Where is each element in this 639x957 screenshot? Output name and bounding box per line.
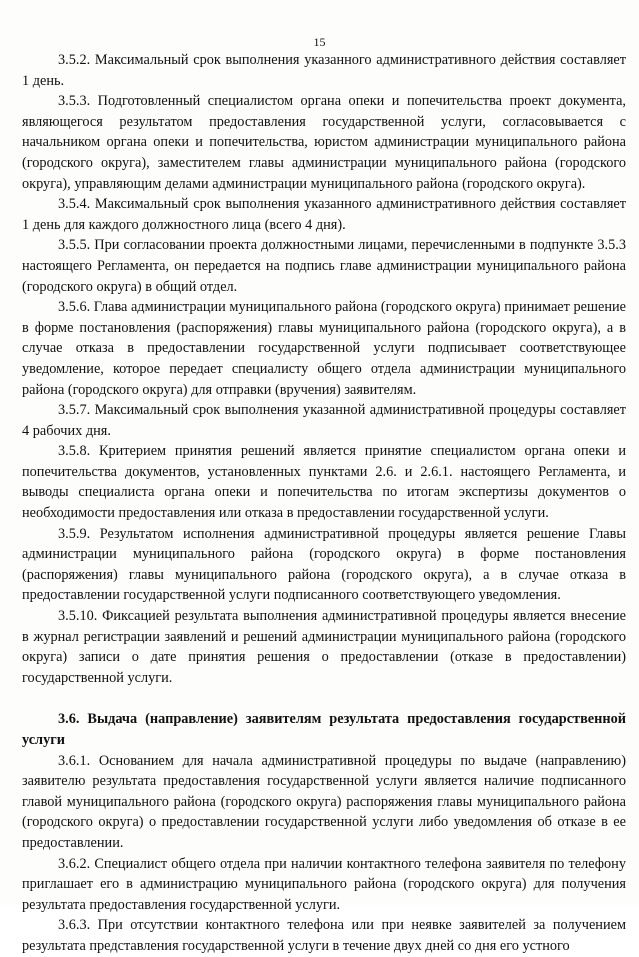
document-body xyxy=(22,50,626,957)
page-number: 15 xyxy=(313,35,326,49)
section-heading-3-6: 3.6. Выдача (направление) заявителям результата предоставления государственной услуги xyxy=(22,711,626,748)
paragraph-3-5-5: 3.5.5. При согласовании проекта должностными лицами, перечисленными в подпункте 3.5.3 настоящего Регламента, он передается на подпись главе администрации муниципального района (городского округа) в общий отдел. xyxy=(22,237,626,295)
paragraph-3-5-2: 3.5.2. Максимальный срок выполнения указанного административного действия составляет 1 день. xyxy=(22,52,626,89)
paragraph-3-5-10: 3.5.10. Фиксацией результата выполнения административной процедуры является внесение в журнал регистрации заявлений и решений администрации муниципального района (городского округа) записи о дате принятия решения о предоставлении (отказе в предоставлении) государственной услуги. xyxy=(22,608,626,686)
paragraph-3-5-4: 3.5.4. Максимальный срок выполнения указанного административного действия составляет 1 день для каждого должностного лица (всего 4 дня). xyxy=(22,196,626,233)
paragraph-3-6-3: 3.6.3. При отсутствии контактного телефона или при неявке заявителей за получением результата представления государственной услуги в течение двух дней со дня его устного xyxy=(22,917,626,954)
paragraph-3-5-8: 3.5.8. Критерием принятия решений является принятие специалистом органа опеки и попечительства документов, установленных пунктами 2.6. и 2.6.1. настоящего Регламента, и выводы специалиста органа опеки и попечительства по итогам экспертизы документов о необходимости предоставления или отказа в предоставлении государственной услуги. xyxy=(22,443,626,522)
paragraph-3-5-9: 3.5.9. Результатом исполнения административной процедуры является решение Главы администрации муниципального района (городского округа) в форме постановления (распоряжения) главы муниципального района (городского округа), а в случае отказа в предоставлении государственной услуги подписанного соответствующего уведомления. xyxy=(22,525,626,604)
paragraph-3-5-7: 3.5.7. Максимальный срок выполнения указанной административной процедуры составляет 4 рабочих дня. xyxy=(22,402,626,439)
paragraph-3-5-6: 3.5.6. Глава администрации муниципального района (городского округа) принимает решение в форме постановления (распоряжения) главы муниципального района (городского округа), а в случае отказа в предоставлении государственной услуги подписывает соответствующее уведомление, которое передает специалисту общего отдела администрации муниципального района (городского округа) для отправки (вручения) заявителям. xyxy=(22,299,626,398)
paragraph-3-6-1: 3.6.1. Основанием для начала административной процедуры по выдаче (направлению) заявителю результата предоставления государственной услуги является наличие подписанного главой муниципального района (городского округа) распоряжения главы муниципального района (городского округа) о предоставлении государственной услуги либо уведомления об отказе в ее предоставлении. xyxy=(22,752,626,851)
paragraph-3-6-2: 3.6.2. Специалист общего отдела при наличии контактного телефона заявителя по телефону приглашает его в администрацию муниципального района (городского округа) для получения результата предоставления государственной услуги. xyxy=(22,855,626,913)
paragraph-3-5-3: 3.5.3. Подготовленный специалистом органа опеки и попечительства проект документа, являющегося результатом предоставления государственной услуги, согласовывается с начальником органа опеки и попечительства, юристом администрации муниципального района (городского округа), заместителем главы администрации муниципального района (городского округа), управляющим делами администрации муниципального района (городского округа). xyxy=(22,93,626,192)
